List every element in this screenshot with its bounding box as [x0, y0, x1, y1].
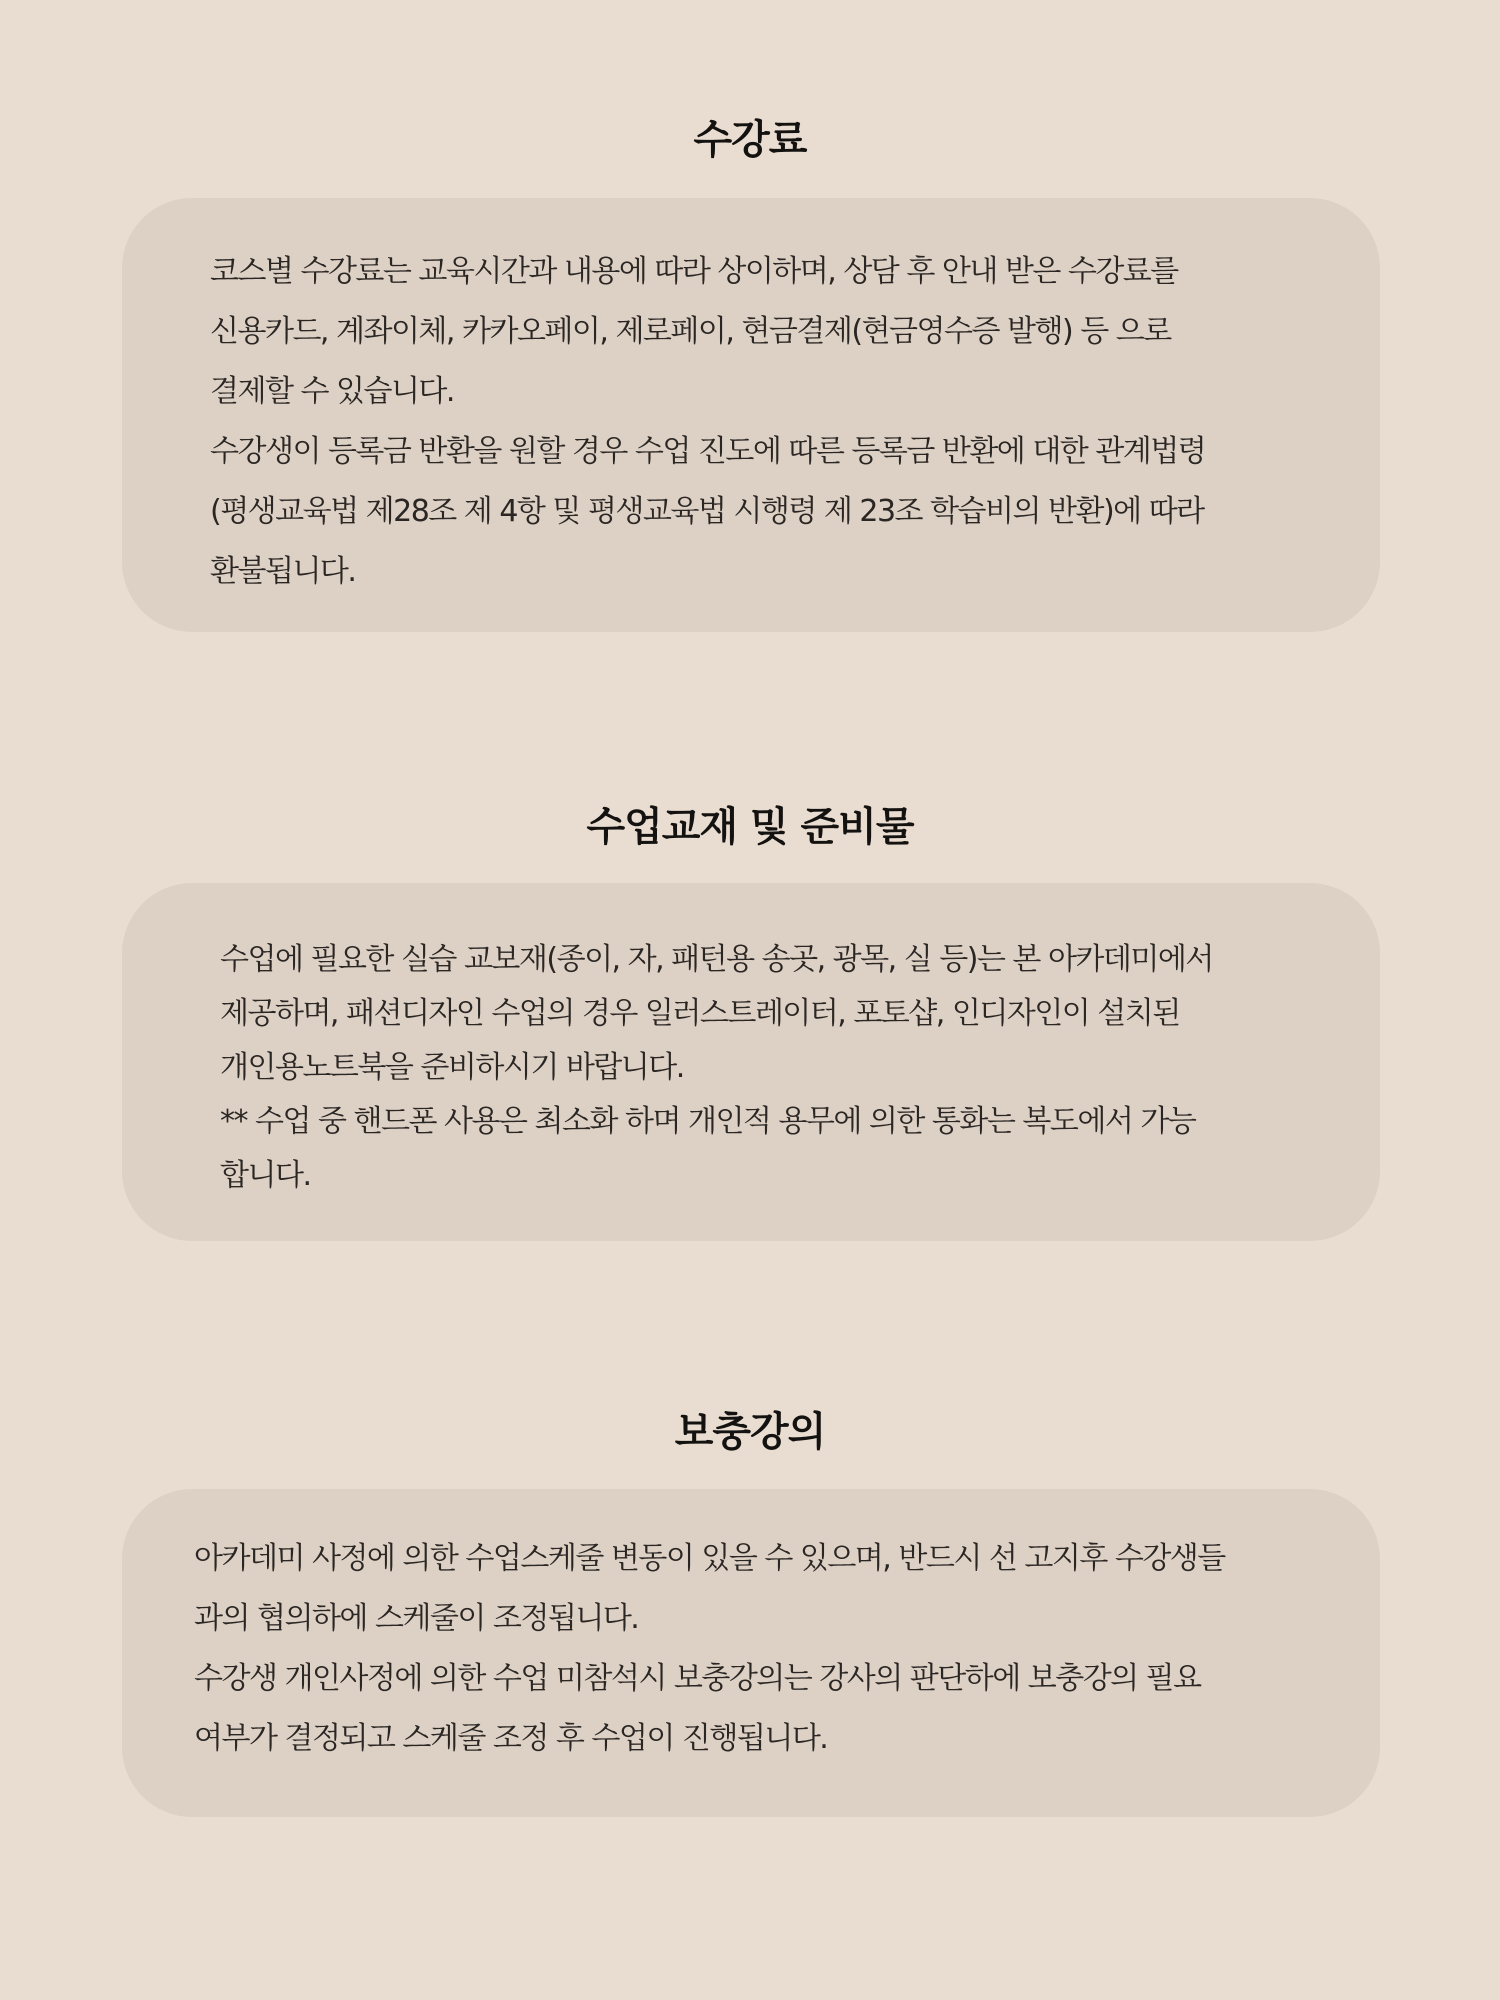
makeup-class-info-panel [122, 1489, 1380, 1817]
materials-text-line: 개인용노트북을 준비하시기 바랍니다. [220, 1050, 684, 1085]
tuition-text-line: 환불됩니다. [210, 554, 356, 589]
section-title-materials: 수업교재 및 준비물 [586, 804, 914, 850]
makeup-class-text-line: 여부가 결정되고 스케줄 조정 후 수업이 진행됩니다. [194, 1721, 828, 1756]
tuition-text-line: 결제할 수 있습니다. [210, 374, 454, 409]
materials-text-line: 제공하며, 패션디자인 수업의 경우 일러스트레이터, 포토샵, 인디자인이 설치된 [220, 996, 1180, 1031]
section-title-makeup-class: 보충강의 [674, 1409, 826, 1455]
tuition-text-line: 코스별 수강료는 교육시간과 내용에 따라 상이하며, 상담 후 안내 받은 수강료를 [210, 254, 1178, 289]
makeup-class-text-line: 아카데미 사정에 의한 수업스케줄 변동이 있을 수 있으며, 반드시 선 고지후 수강생들 [194, 1541, 1225, 1576]
tuition-info-panel [122, 198, 1380, 632]
tuition-text-line: (평생교육법 제28조 제 4항 및 평생교육법 시행령 제 23조 학습비의 반환)에 따라 [210, 494, 1204, 529]
makeup-class-text-line: 수강생 개인사정에 의한 수업 미참석시 보충강의는 강사의 판단하에 보충강의 필요 [194, 1661, 1201, 1696]
materials-text-line: 수업에 필요한 실습 교보재(종이, 자, 패턴용 송곳, 광목, 실 등)는 본 아카데미에서 [220, 942, 1213, 977]
materials-text-line: 합니다. [220, 1158, 311, 1193]
makeup-class-text-line: 과의 협의하에 스케줄이 조정됩니다. [194, 1601, 639, 1636]
tuition-text-line: 신용카드, 계좌이체, 카카오페이, 제로페이, 현금결제(현금영수증 발행) 등 으로 [210, 314, 1171, 349]
materials-text-line: ** 수업 중 핸드폰 사용은 최소화 하며 개인적 용무에 의한 통화는 복도에서 가능 [220, 1104, 1196, 1139]
materials-info-panel [122, 883, 1380, 1241]
section-title-tuition: 수강료 [693, 117, 807, 163]
tuition-text-line: 수강생이 등록금 반환을 원할 경우 수업 진도에 따른 등록금 반환에 대한 관계법령 [210, 434, 1206, 469]
